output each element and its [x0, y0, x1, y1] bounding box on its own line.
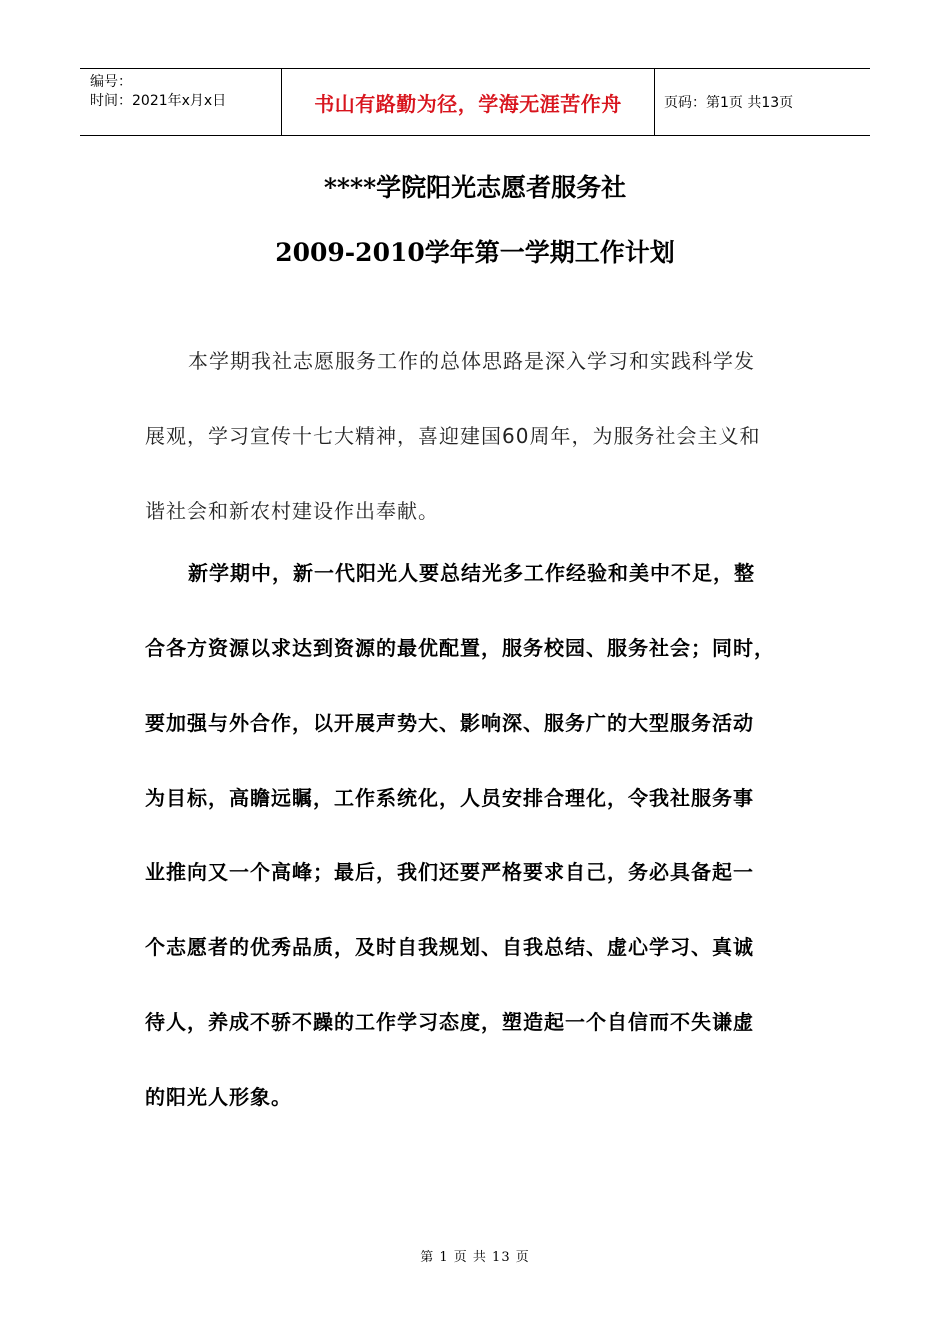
paragraph-2-line: 的阳光人形象。: [145, 1085, 292, 1109]
time-label: 时间：2021年x月x日: [90, 93, 227, 109]
serial-label: 编号：: [90, 74, 132, 90]
paragraph-2-line: 合各方资源以求达到资源的最优配置，服务校园、服务社会；同时，: [145, 636, 775, 660]
header-page-cell: [655, 69, 870, 135]
paragraph-2-line: 要加强与外合作，以开展声势大、影响深、服务广的大型服务活动: [145, 711, 754, 735]
page-header: [80, 68, 870, 136]
paragraph-2-line: 个志愿者的优秀品质，及时自我规划、自我总结、虚心学习、真诚: [145, 935, 754, 959]
paragraph-1-line: 本学期我社志愿服务工作的总体思路是深入学习和实践科学发: [188, 349, 755, 373]
paragraph-1-line: 谐社会和新农村建设作出奉献。: [145, 499, 439, 523]
paragraph-2-line: 为目标，高瞻远瞩，工作系统化，人员安排合理化，令我社服务事: [145, 786, 754, 810]
document-subtitle: 2009-2010学年第一学期工作计划: [275, 238, 675, 267]
page-footer-number: 第 1 页 共 13 页: [420, 1250, 530, 1265]
motto-text: 书山有路勤为径，学海无涯苦作舟: [314, 91, 622, 116]
document-title: ****学院阳光志愿者服务社: [323, 173, 627, 202]
paragraph-2-line: 待人，养成不骄不躁的工作学习态度，塑造起一个自信而不失谦虚: [145, 1010, 754, 1034]
paragraph-2-line: 业推向又一个高峰；最后，我们还要严格要求自己，务必具备起一: [145, 860, 754, 884]
paragraph-1-line: 展观，学习宣传十七大精神，喜迎建国60周年，为服务社会主义和: [145, 424, 761, 448]
page-info: 页码：第1页 共13页: [664, 95, 794, 111]
header-meta-cell: [80, 69, 282, 135]
paragraph-2-line: 新学期中，新一代阳光人要总结光多工作经验和美中不足，整: [188, 561, 755, 585]
header-motto-cell: [282, 69, 655, 135]
